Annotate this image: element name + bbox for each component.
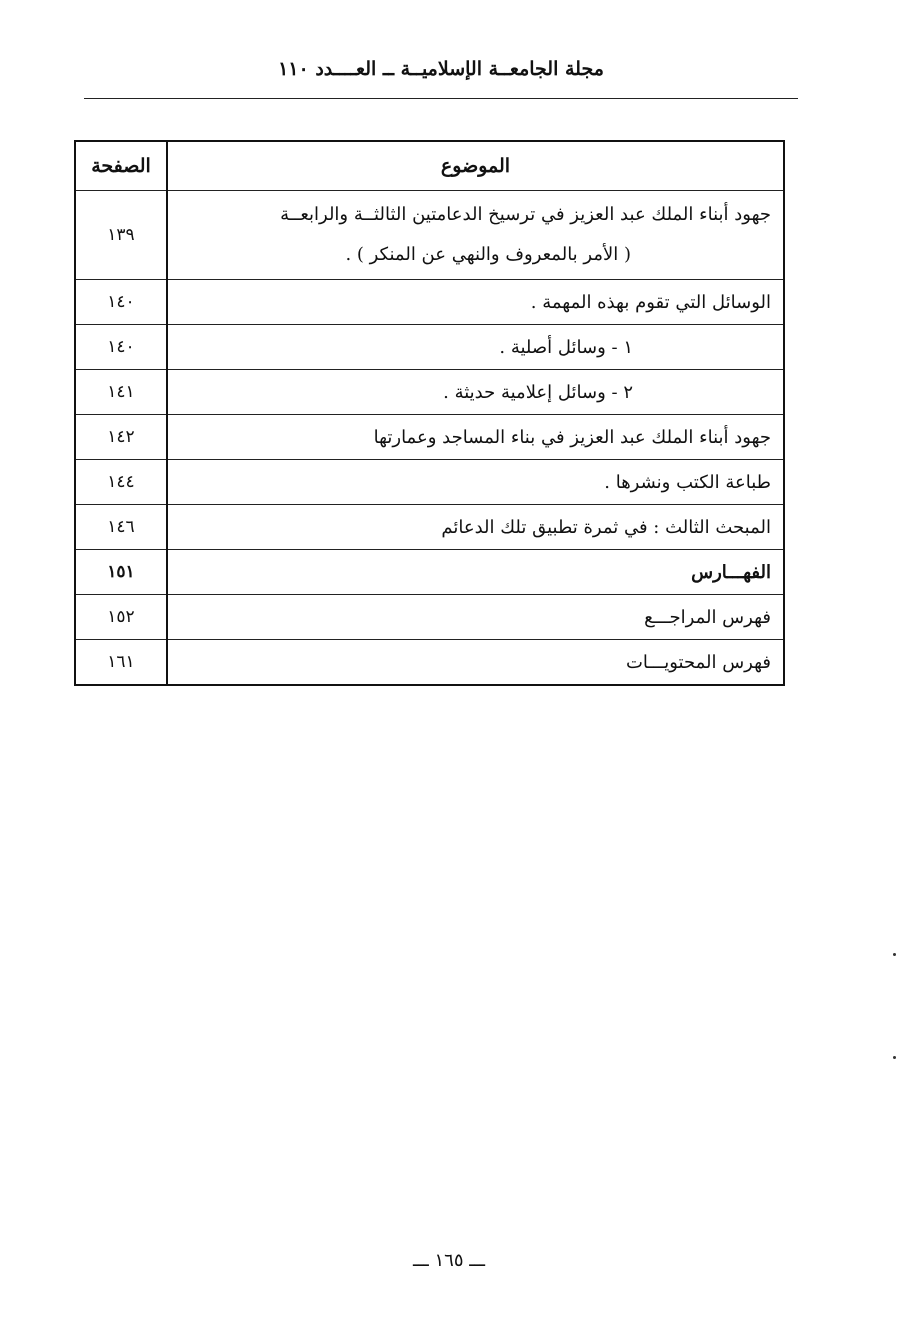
page-number-cell: ١٥٢	[75, 595, 167, 640]
page-number-cell: ١٣٩	[75, 191, 167, 280]
topic-cell	[167, 191, 784, 280]
page-number-cell: ١٤٦	[75, 505, 167, 550]
table-row	[75, 191, 784, 280]
topic-cell: ٢ - وسائل إعلامية حديثة .	[167, 370, 784, 415]
topic-cell: المبحث الثالث : في ثمرة تطبيق تلك الدعائم	[167, 505, 784, 550]
topic-cell: الفهـــارس	[167, 550, 784, 595]
topic-text-line-2: ( الأمر بالمعروف والنهي عن المنكر ) .	[345, 244, 631, 265]
scan-speck	[893, 953, 896, 956]
table-row	[75, 370, 784, 415]
scan-speck	[893, 1056, 896, 1059]
table-of-contents	[74, 140, 785, 686]
page-number-cell: ١٤٢	[75, 415, 167, 460]
topic-cell: طباعة الكتب ونشرها .	[167, 460, 784, 505]
page-number-cell: ١٥١	[75, 550, 167, 595]
topic-cell: الوسائل التي تقوم بهذه المهمة .	[167, 280, 784, 325]
table-row	[75, 280, 784, 325]
table-row	[75, 505, 784, 550]
page-number-cell: ١٤٤	[75, 460, 167, 505]
page-number-cell: ١٤١	[75, 370, 167, 415]
table-row	[75, 415, 784, 460]
table-row	[75, 325, 784, 370]
column-header-page: الصفحة	[75, 141, 167, 191]
topic-text-line-1: جهود أبناء الملك عبد العزيز في ترسيخ الدعامتين الثالثــة والرابعــة	[280, 204, 771, 225]
page-number-cell: ١٤٠	[75, 280, 167, 325]
table-row	[75, 550, 784, 595]
page-footer-number: ـــ ١٦٥ ـــ	[412, 1250, 486, 1271]
table-row	[75, 595, 784, 640]
topic-cell: ١ - وسائل أصلية .	[167, 325, 784, 370]
table-row	[75, 460, 784, 505]
page-number-cell: ١٤٠	[75, 325, 167, 370]
header-rule	[84, 98, 798, 99]
journal-header: مجلة الجامعــة الإسلاميــة ــ العــــدد ١١٠	[278, 58, 604, 80]
topic-cell: فهرس المراجـــع	[167, 595, 784, 640]
page-number-cell: ١٦١	[75, 640, 167, 686]
topic-cell: جهود أبناء الملك عبد العزيز في بناء المساجد وعمارتها	[167, 415, 784, 460]
table-header-row	[75, 141, 784, 191]
topic-cell: فهرس المحتويـــات	[167, 640, 784, 686]
column-header-topic: الموضوع	[167, 141, 784, 191]
table-row	[75, 640, 784, 686]
